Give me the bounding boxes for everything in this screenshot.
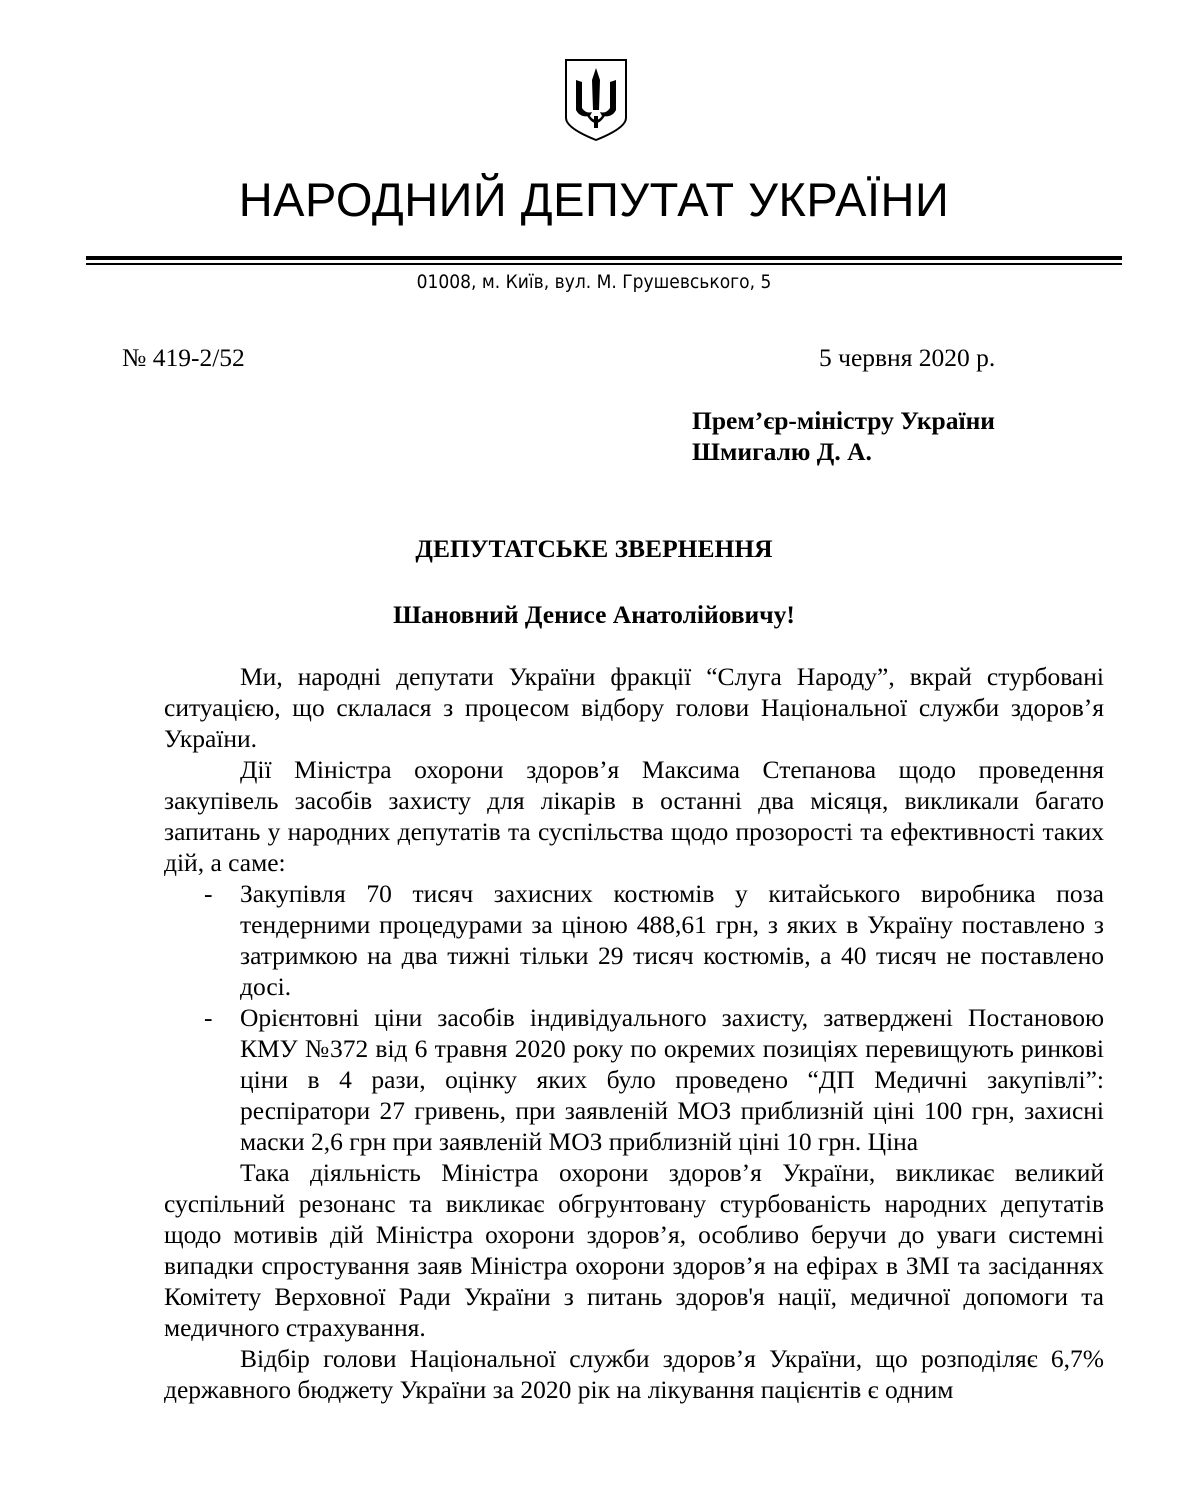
letterhead-address: 01008, м. Київ, вул. М. Грушевського, 5 bbox=[416, 271, 772, 293]
list-dash: - bbox=[204, 1003, 213, 1032]
issues-list bbox=[164, 878, 1104, 1157]
list-item-text: Закупівля 70 тисяч захисних костюмів у китайського виробника поза тендерними процедурами за ціною 488,61 грн, з яких в Україну поставлено з затримкою на два тижні тільки 29 тисяч костюмів, а 40 тисяч не поставлено досі. bbox=[240, 879, 1104, 1001]
list-item bbox=[164, 1002, 1104, 1157]
addressee-block bbox=[692, 405, 995, 467]
body-paragraph: Дії Міністра охорони здоров’я Максима Степанова щодо проведення закупівель засобів захисту для лікарів в останні два місяця, викликали багато запитань у народних депутатів та суспільства щодо прозорості та ефективності таких дій, а саме: bbox=[164, 755, 1104, 877]
list-item bbox=[164, 878, 1104, 1002]
letterhead-rule-thin bbox=[86, 263, 1122, 265]
body-paragraph: Ми, народні депутати України фракції “Слуга Народу”, вкрай стурбовані ситуацією, що склалася з процесом відбору голови Національної служби здоров’я України. bbox=[164, 662, 1104, 753]
salutation: Шановний Денисе Анатолійовичу! bbox=[393, 600, 795, 629]
letterhead-title: НАРОДНИЙ ДЕПУТАТ УКРАЇНИ bbox=[238, 173, 950, 226]
document-title: ДЕПУТАТСЬКЕ ЗВЕРНЕННЯ bbox=[415, 534, 773, 563]
document-number: № 419-2/52 bbox=[122, 343, 245, 372]
addressee-position: Прем’єр-міністру України bbox=[692, 406, 995, 435]
list-dash: - bbox=[204, 879, 213, 908]
body-paragraph: Відбір голови Національної служби здоров’я України, що розподіляє 6,7% державного бюджету України за 2020 рік на лікування пацієнтів є одним bbox=[164, 1344, 1104, 1404]
body-paragraph: Така діяльність Міністра охорони здоров’я України, викликає великий суспільний резонанс та викликає обгрунтовану стурбованість народних депутатів щодо мотивів дій Міністра охорони здоров’я, особливо беручи до уваги системні випадки спростування заяв Міністра охорони здоров’я на ефірах в ЗМІ та засіданнях Комітету Верховної Ради України з питань здоров'я нації, медичної допомоги та медичного страхування. bbox=[164, 1158, 1104, 1342]
addressee-name: Шмигалю Д. А. bbox=[692, 437, 872, 466]
coat-of-arms-icon bbox=[564, 58, 628, 142]
letterhead-rule-thick bbox=[86, 256, 1122, 260]
list-item-text: Орієнтовні ціни засобів індивідуального захисту, затверджені Постановою КМУ №372 від 6 травня 2020 року по окремих позиціях перевищують ринкові ціни в 4 рази, оцінку яких було проведено “ДП Медичні закупівлі”: респіратори 27 гривень, при заявленій МОЗ приблизній ціні 100 грн, захисні маски 2,6 грн при заявленій МОЗ приблизній ціні 10 грн. Ціна bbox=[240, 1003, 1104, 1156]
document-date: 5 червня 2020 р. bbox=[819, 343, 996, 372]
letter-body bbox=[164, 661, 1104, 1405]
